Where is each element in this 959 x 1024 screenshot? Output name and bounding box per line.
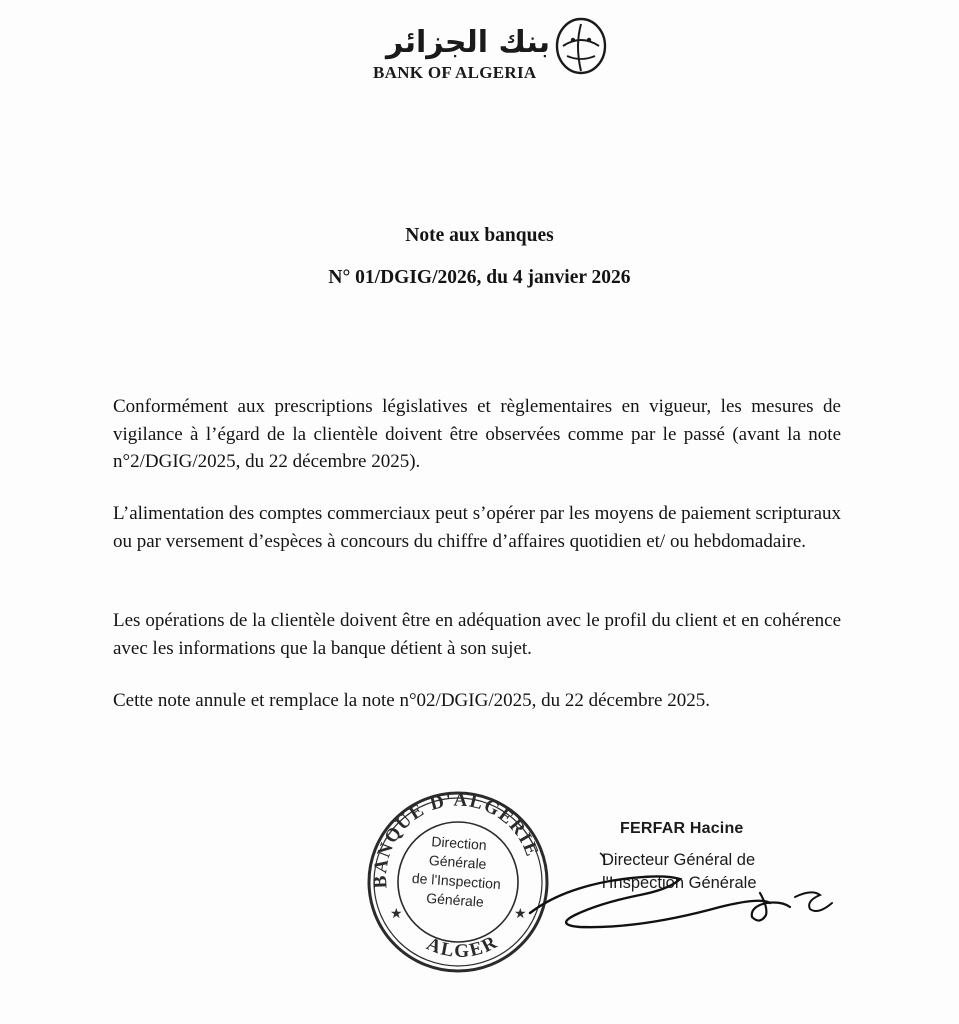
signatory-title-line-2: l'Inspection Générale (602, 874, 757, 892)
signatory-title-line-1: Directeur Général de (602, 851, 756, 869)
signatory-name: FERFAR Hacine (620, 820, 744, 837)
body-paragraph-1: Conformément aux prescriptions législatives et règlementaires en vigueur, les mesures de vigilance à l’égard de la clientèle doivent être observées comme par le passé (avant la note n°2/DGIG/2025, du 22 décembre 2025). (113, 396, 841, 472)
body-paragraph-2: L’alimentation des comptes commerciaux peut s’opérer par les moyens de paiement scripturaux ou par versement d’espèces à concours du chiffre d’affaires quotidien et/ ou hebdomadaire. (113, 503, 841, 552)
body-paragraph-4: Cette note annule et remplace la note n°02/DGIG/2025, du 22 décembre 2025. (113, 690, 710, 711)
stamp-star-left-icon: ★ (390, 906, 403, 922)
stamp-outer-bottom-text: ALGER (423, 931, 502, 963)
stamp-inner-text (386, 829, 529, 914)
logo-arabic-text: بنك الجزائر (386, 25, 550, 60)
document-reference: N° 01/DGIG/2026, du 4 janvier 2026 (328, 267, 631, 288)
stamp-inner-line-2: Générale (428, 852, 487, 873)
stamp-inner-line-4: Générale (425, 889, 485, 910)
bank-logo-arabic-wordmark (368, 22, 568, 62)
stamp-inner-line-3: de l'Inspection (411, 869, 502, 893)
stamp-inner-line-1: Direction (430, 833, 488, 853)
stamp-outer-top-text: BANQUE D'ALGERIE (369, 790, 543, 889)
document-title: Note aux banques (405, 225, 554, 246)
bank-name-latin: BANK OF ALGERIA (373, 63, 537, 82)
body-paragraph-3: Les opérations de la clientèle doivent être en adéquation avec le profil du client et en cohérence avec les informations que la banque détient à son sujet. (113, 610, 841, 659)
bank-emblem-icon (553, 16, 609, 78)
stamp-star-right-icon: ★ (514, 906, 527, 922)
handwritten-signature (520, 845, 840, 955)
